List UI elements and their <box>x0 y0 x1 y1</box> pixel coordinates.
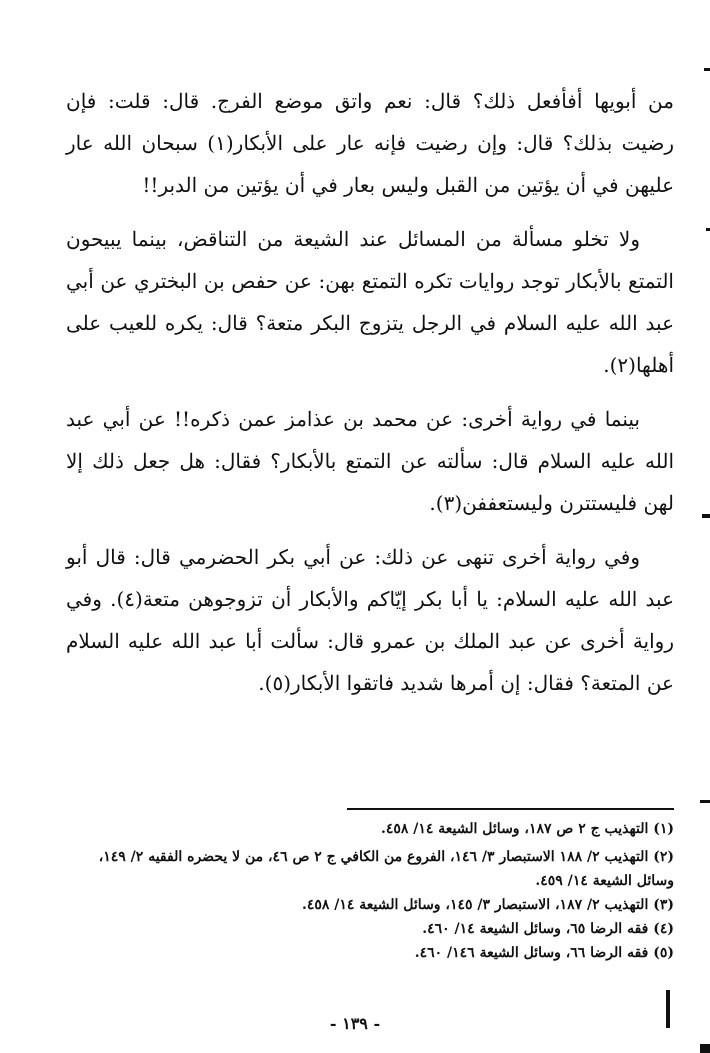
paragraph-1: من أبويها أفأفعل ذلك؟ قال: نعم واتق موضع الفرج. قال: قلت: فإن رضيت بذلك؟ قال: وإن رضيت فإنه عار على الأبكار(١) سبحان الله عار عليهن في أن يؤتين من القبل وليس بعار في أن يؤتين من الدبر!! <box>66 89 674 197</box>
footnote-2: (٢) التهذيب ٢/ ١٨٨ الاستبصار ٣/ ١٤٦، الفروع من الكافي ج ٢ ص ٤٦، من لا يحضره الفقيه ٢/ ١٤٩، وسائل الشيعة ١٤/ ٤٥٩. <box>98 849 674 889</box>
footnote-3: (٣) التهذيب ٢/ ١٨٧، الاستبصار ٣/ ١٤٥، وسائل الشيعة ١٤/ ٤٥٨. <box>301 897 674 913</box>
scan-edge-mark <box>666 990 670 1028</box>
footnote-1: (١) التهذيب ج ٢ ص ١٨٧، وسائل الشيعة ١٤/ ٤٥٨. <box>380 821 674 837</box>
paragraph-3: بينما في رواية أخرى: عن محمد بن عذامز عمن ذكره!! عن أبي عبد الله عليه السلام قال: سألته عن التمتع بالأبكار؟ فقال: هل جعل ذلك إلا لهن فليستترن وليستعففن(٣). <box>66 407 674 515</box>
page-number: - ١٣٩ - <box>329 1014 381 1033</box>
footnote-separator <box>347 808 674 810</box>
footnote-5: (٥) فقه الرضا ٦٦، وسائل الشيعة ١٤٦/ ٤٦٠. <box>414 945 674 961</box>
main-text <box>66 80 674 716</box>
scan-edge-mark <box>700 800 710 803</box>
paragraph-4: وفي رواية أخرى تنهى عن ذلك: عن أبي بكر الحضرمي قال: قال أبو عبد الله عليه السلام: يا أبا بكر إيّاكم والأبكار أن تزوجوهن متعة(٤). وفي رواية أخرى عن عبد الملك بن عمرو قال: سألت أبا عبد الله عليه السلام عن المتعة؟ فقال: إن أمرها شديد فاتقوا الأبكار(٥). <box>66 545 675 695</box>
scan-edge-mark <box>700 1044 710 1053</box>
footnotes <box>66 817 674 965</box>
paragraph-2: ولا تخلو مسألة من المسائل عند الشيعة من التناقض، بينما يبيحون التمتع بالأبكار توجد روايات تكره التمتع بهن: عن حفص بن البختري عن أبي عبد الله عليه السلام في الرجل يتزوج البكر متعة؟ قال: يكره للعيب على أهلها(٢). <box>66 227 674 377</box>
scan-edge-mark <box>704 68 710 71</box>
scan-edge-mark <box>706 228 710 231</box>
footnote-4: (٤) فقه الرضا ٦٥، وسائل الشيعة ١٤/ ٤٦٠. <box>422 921 674 937</box>
scan-edge-mark <box>702 514 710 518</box>
